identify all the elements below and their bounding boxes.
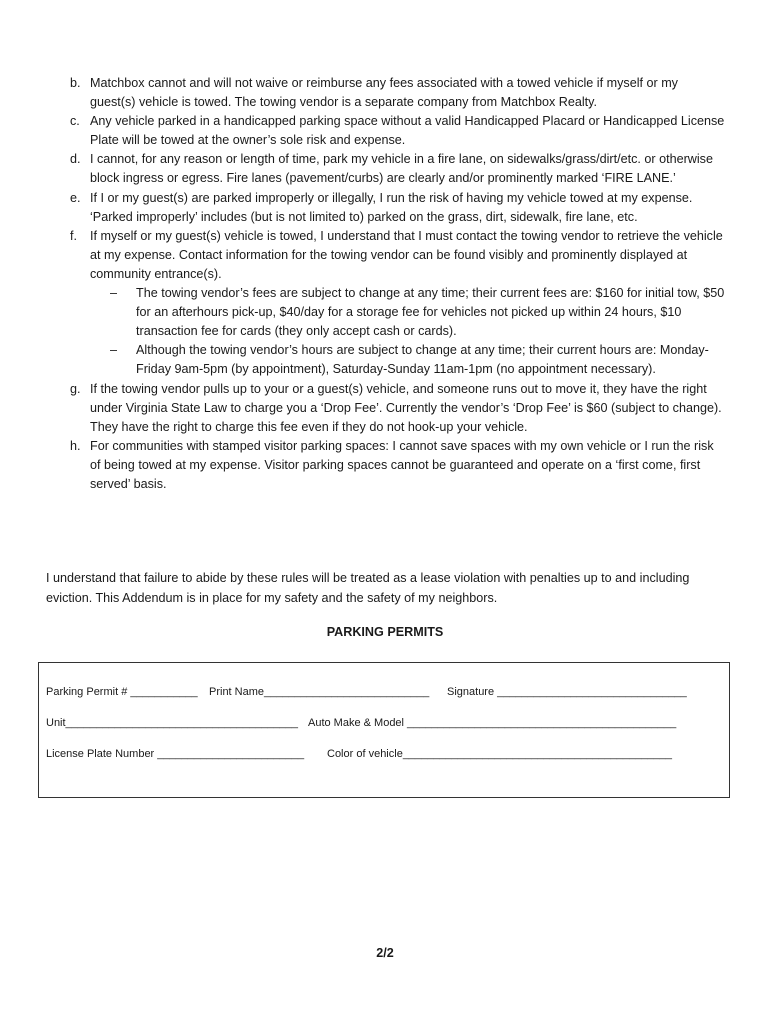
sub-item-text: Although the towing vendor’s hours are subject to change at any time; their current hours are: Monday-Friday 9am-5pm (by appointment), Saturday-Sunday 11am-1pm (no appointment necessary). [136,343,709,377]
permit-number-field[interactable]: Parking Permit # ___________ [46,686,198,698]
dash-marker: – [110,343,118,358]
list-marker: e. [70,190,81,205]
parking-permit-form [38,662,730,798]
list-item [46,189,726,227]
list-item [46,74,726,112]
list-marker: d. [70,152,81,167]
list-item-text: For communities with stamped visitor parking spaces: I cannot save spaces with my own vehicle or I run the risk of being towed at my expense. Visitor parking spaces cannot be guaranteed and operate on a ‘first come, first served’ basis. [90,438,714,491]
list-item [46,227,726,284]
vehicle-color-field[interactable]: Color of vehicle____________________________________________ [327,748,672,760]
license-plate-field[interactable]: License Plate Number ________________________ [46,748,305,760]
dash-marker: – [110,286,118,301]
list-marker: c. [70,114,80,129]
list-item-text: I cannot, for any reason or length of time, park my vehicle in a fire lane, on sidewalks/grass/dirt/etc. or otherwise block ingress or egress. Fire lanes (pavement/curbs) are clearly and/or prominently marked ‘FIRE LANE.’ [90,152,713,186]
list-marker: h. [70,438,81,453]
list-item-text: If I or my guest(s) are parked improperly or illegally, I run the risk of having my vehicle towed at my expense. ‘Parked improperly’ includes (but is not limited to) parked on the grass, dirt, sidewalk, fire lane, etc. [90,190,693,224]
list-marker: g. [70,381,81,396]
section-heading: PARKING PERMITS [326,625,444,639]
sub-list-item [110,341,726,379]
page-number: 2/2 [376,946,394,960]
unit-field[interactable]: Unit______________________________________ [46,717,299,729]
list-marker: f. [70,228,77,243]
list-item [46,437,726,494]
rules-list [46,74,726,494]
list-item [46,380,726,437]
list-item-text: If the towing vendor pulls up to your or a guest(s) vehicle, and someone runs out to move it, they have the right under Virginia State Law to charge you a ‘Drop Fee’. Currently the vendor’s ‘Drop Fee’ is $60 (subject to change). They have the right to charge this fee even if they do not hook-up your vehicle. [90,381,722,434]
list-marker: b. [70,76,81,90]
closing-paragraph: I understand that failure to abide by these rules will be treated as a lease violation with penalties up to and including eviction. This Addendum is in place for my safety and the safety of my neighbors. [46,571,690,605]
list-item [46,150,726,188]
list-item-text: If myself or my guest(s) vehicle is towed, I understand that I must contact the towing vendor to retrieve the vehicle at my expense. Contact information for the towing vendor can be found visibly and prominently displayed at community entrance(s). [90,228,723,281]
list-item [46,112,726,150]
sub-list-item [110,284,726,341]
sub-item-text: The towing vendor’s fees are subject to change at any time; their current fees are: $160 for initial tow, $50 for an afterhours pick-up, $40/day for a storage fee for vehicles not picked up within 24 hours, $10 transaction fee for cards (they only accept cash or cards). [136,286,725,339]
signature-field[interactable]: Signature _______________________________ [447,686,687,698]
list-item-text: Any vehicle parked in a handicapped parking space without a valid Handicapped Placard or Handicapped License Plate will be towed at the owner’s sole risk and expense. [90,114,725,148]
print-name-field[interactable]: Print Name___________________________ [209,686,430,698]
list-item-text: Matchbox cannot and will not waive or reimburse any fees associated with a towed vehicle if myself or my guest(s) vehicle is towed. The towing vendor is a separate company from Matchbox Realty. [90,76,678,110]
auto-make-model-field[interactable]: Auto Make & Model ____________________________________________ [308,717,677,729]
